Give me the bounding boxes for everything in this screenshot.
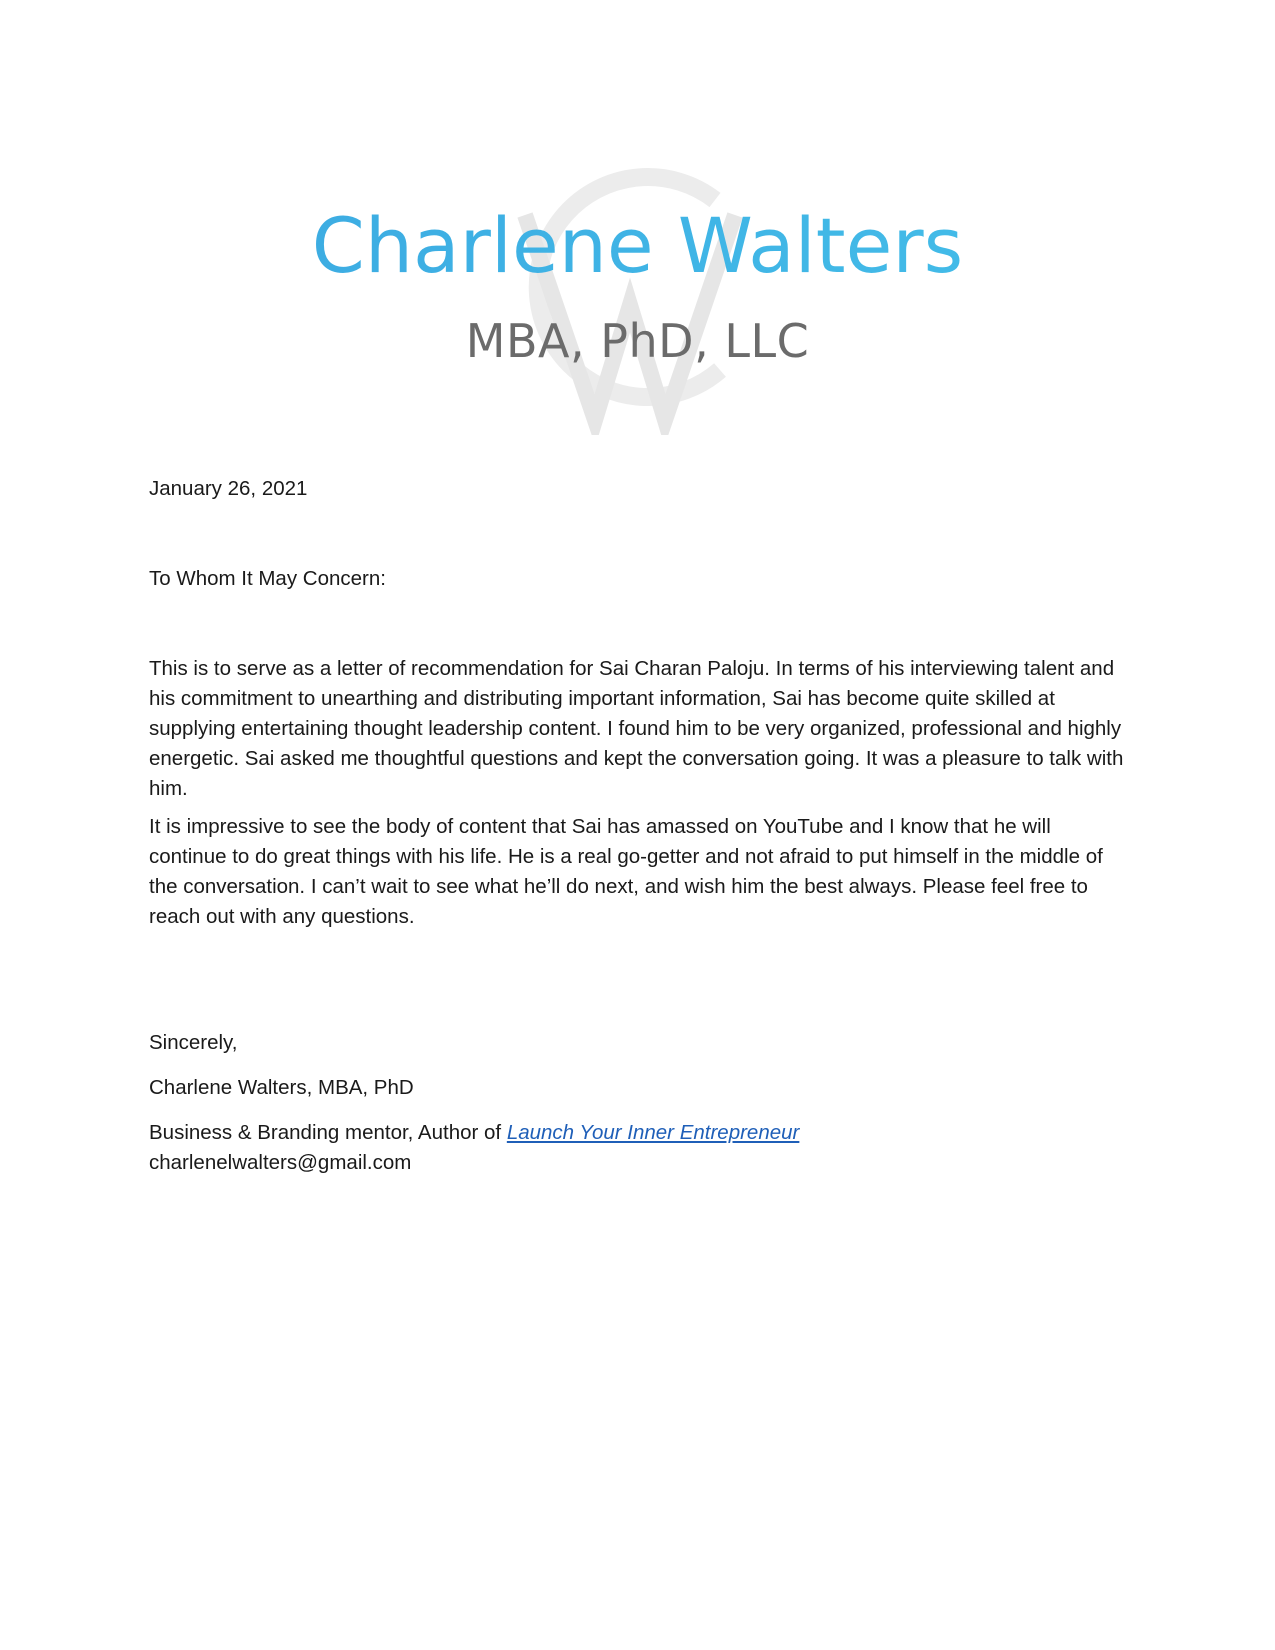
signer-name: Charlene Walters, MBA, PhD [149, 1076, 414, 1099]
closing: Sincerely, [149, 1031, 238, 1054]
brand-credentials: MBA, PhD, LLC [465, 314, 810, 368]
brand-name: Charlene Walters [0, 208, 1275, 284]
paragraph-recommendation: This is to serve as a letter of recommendation for Sai Charan Paloju. In terms of his interviewing talent and his commitment to unearthing and distributing important information, Sai has become quite skilled at supplying entertaining thought leadership content. I found him to be very organized, professional and highly energetic. Sai asked me thoughtful questions and kept the conversation going. It was a pleasure to talk with him. [149, 657, 1124, 800]
letter-date: January 26, 2021 [149, 477, 308, 500]
salutation: To Whom It May Concern: [149, 567, 386, 590]
signer-title-text: Business & Branding mentor, Author of [149, 1121, 507, 1144]
letterhead [0, 140, 1275, 440]
paragraph-endorsement: It is impressive to see the body of content that Sai has amassed on YouTube and I know that he will continue to do great things with his life. He is a real go-getter and not afraid to put himself in the middle of the conversation. I can’t wait to see what he’ll do next, and wish him the best always. Please feel free to reach out with any questions. [149, 815, 1103, 928]
cw-monogram-icon [500, 155, 760, 435]
signer-title [149, 1118, 1129, 1148]
letter-body [149, 474, 1129, 1178]
book-link[interactable]: Launch Your Inner Entrepreneur [506, 1121, 800, 1144]
signer-email: charlenelwalters@gmail.com [149, 1151, 412, 1174]
